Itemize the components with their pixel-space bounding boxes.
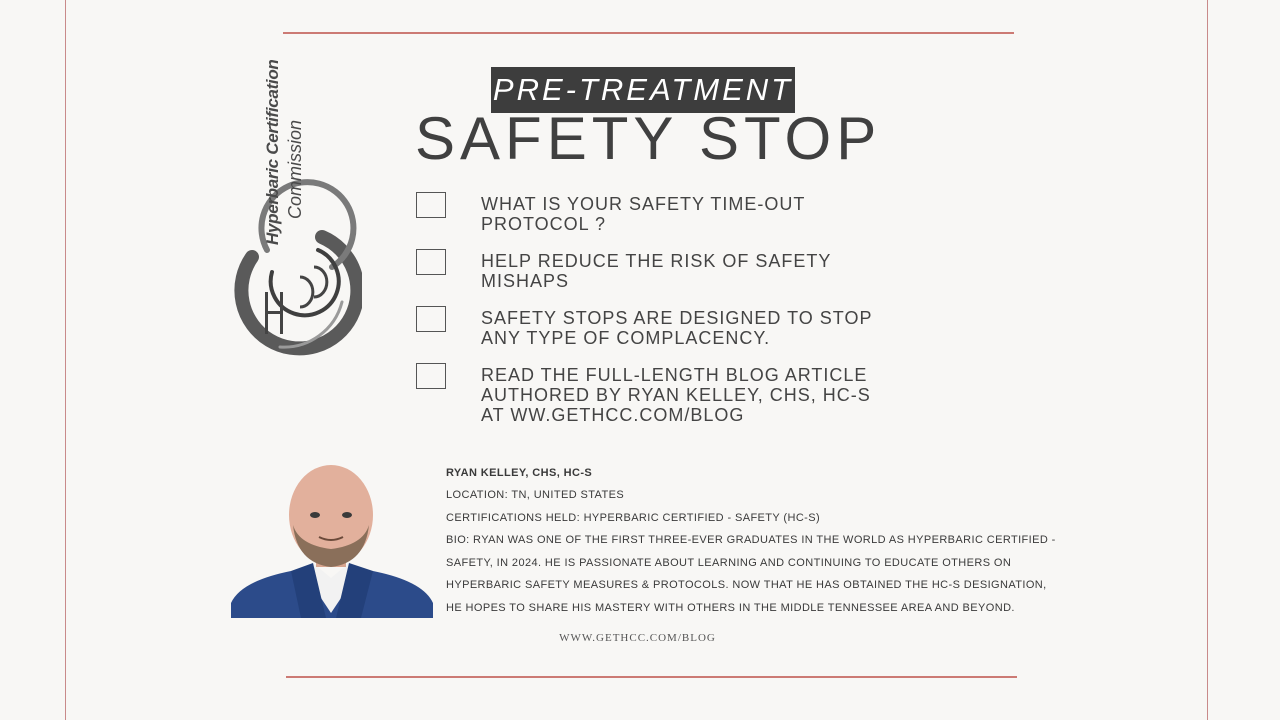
checklist-text-3: SAFETY STOPS ARE DESIGNED TO STOP ANY TYPE OF COMPLACENCY. [481, 308, 873, 348]
checkbox-2[interactable] [416, 249, 446, 275]
checkbox-4[interactable] [416, 363, 446, 389]
author-bio: BIO: RYAN WAS ONE OF THE FIRST THREE-EVER GRADUATES IN THE WORLD AS HYPERBARIC CERTIFIED - SAFETY, IN 2024. HE IS PASSIONATE ABOUT LEARNING AND CONTINUING TO EDUCATE OTHERS ON HYPERBARIC SAFETY MEASURES & PROTOCOLS. NOW THAT HE HAS OBTAINED THE HC-S DESIGNATION, HE HOPES TO SHARE HIS MASTERY WITH OTHERS IN THE MIDDLE TENNESSEE AREA AND BEYOND. [446, 534, 1056, 614]
checklist-text-1: WHAT IS YOUR SAFETY TIME-OUT PROTOCOL ? [481, 194, 806, 234]
top-divider [283, 32, 1014, 34]
logo-line-1: Hyperbaric Certification [263, 59, 282, 245]
footer-url-link[interactable]: WWW.GETHCC.COM/BLOG [559, 632, 716, 644]
checklist-text-4: READ THE FULL-LENGTH BLOG ARTICLE AUTHORED BY RYAN KELLEY, CHS, HC-S AT WW.GETHCC.COM/BLOG [481, 365, 871, 425]
author-certifications: CERTIFICATIONS HELD: HYPERBARIC CERTIFIED - SAFETY (HC-S) [446, 511, 821, 524]
left-frame-line [65, 0, 66, 720]
pre-treatment-banner: PRE-TREATMENT [491, 67, 795, 113]
bottom-divider [286, 676, 1017, 678]
page-title: SAFETY STOP [415, 105, 882, 172]
checkbox-3[interactable] [416, 306, 446, 332]
checkbox-1[interactable] [416, 192, 446, 218]
author-bio-block [446, 462, 1066, 620]
logo-wordmark [262, 59, 306, 245]
right-frame-line [1207, 0, 1208, 720]
author-photo [231, 463, 433, 618]
author-name: RYAN KELLEY, CHS, HC-S [446, 467, 593, 479]
author-location: LOCATION: TN, UNITED STATES [446, 489, 625, 501]
checklist-text-2: HELP REDUCE THE RISK OF SAFETY MISHAPS [481, 251, 832, 291]
logo-line-2: Commission [285, 119, 305, 219]
